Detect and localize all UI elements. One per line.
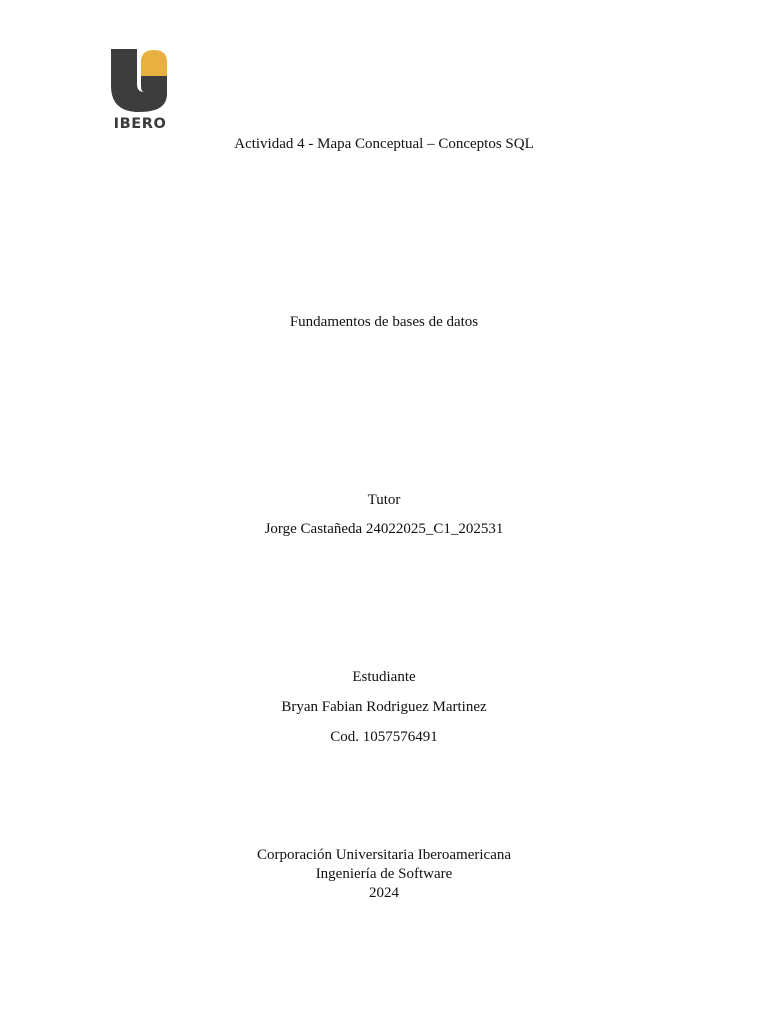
document-title: Actividad 4 - Mapa Conceptual – Conceptos SQL xyxy=(234,136,534,152)
ibero-shield-icon xyxy=(108,46,172,114)
student-code: Cod. 1057576491 xyxy=(330,729,438,745)
course-name: Fundamentos de bases de datos xyxy=(289,314,479,330)
year: 2024 xyxy=(369,885,399,901)
program-name: Ingeniería de Software xyxy=(315,866,453,882)
tutor-name: Jorge Castañeda 24022025_C1_202531 xyxy=(264,521,504,537)
institution-name: Corporación Universitaria Iberoamericana xyxy=(256,847,512,863)
tutor-label: Tutor xyxy=(367,492,401,508)
logo-wordmark: IBERO xyxy=(113,116,167,132)
student-name: Bryan Fabian Rodriguez Martinez xyxy=(281,699,487,715)
ibero-logo xyxy=(108,46,172,136)
student-label: Estudiante xyxy=(352,669,416,685)
